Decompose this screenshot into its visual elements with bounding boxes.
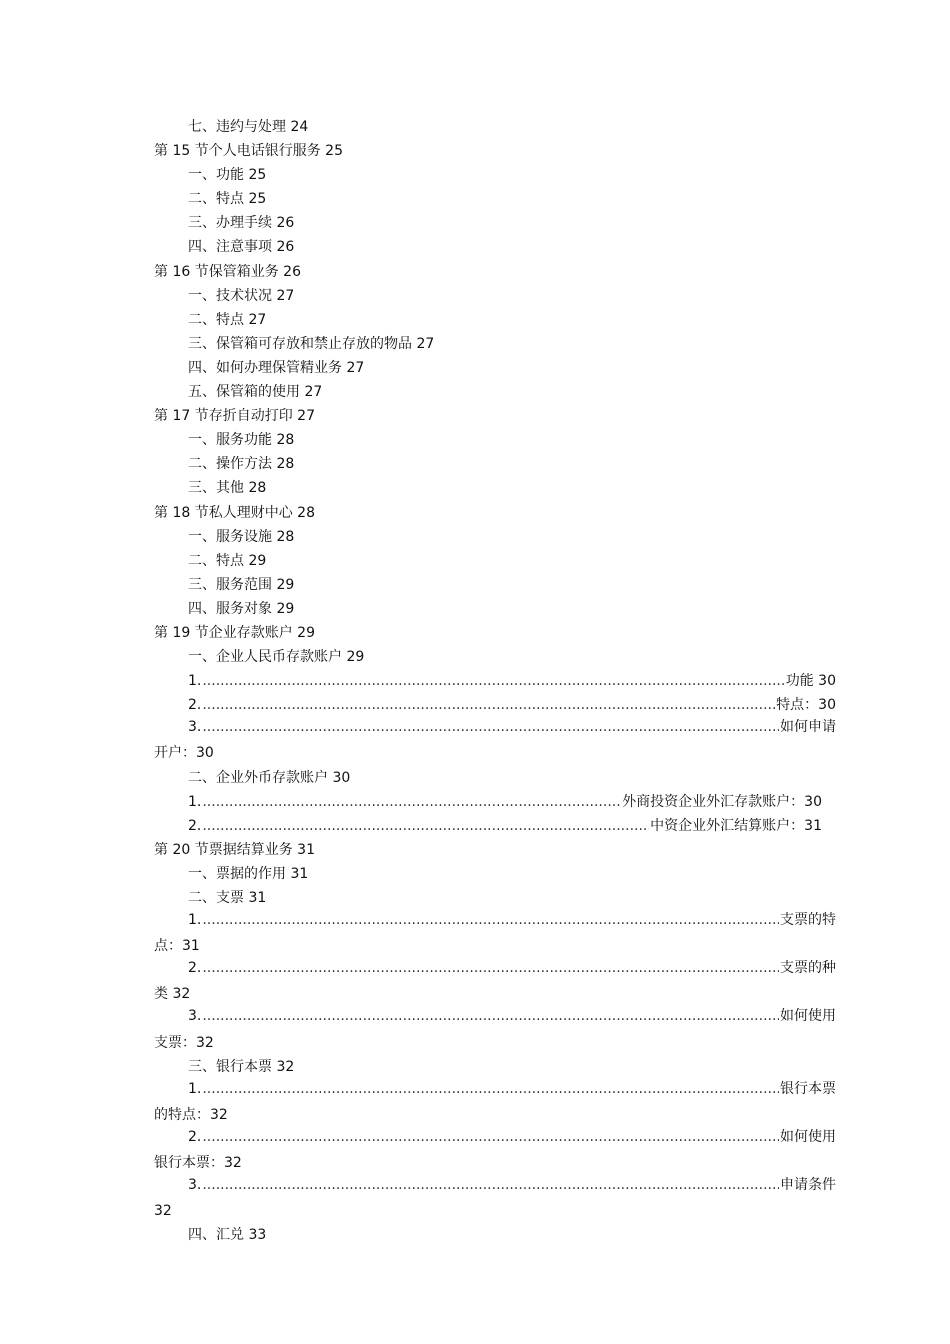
toc-item-title: 如何使用 bbox=[780, 1128, 836, 1145]
toc-subsection: 四、汇兑 33 bbox=[188, 1227, 267, 1244]
toc-item-title: 申请条件 bbox=[780, 1177, 836, 1194]
toc-subsection: 二、特点 27 bbox=[188, 311, 267, 328]
toc-item-title: 如何申请 bbox=[780, 719, 836, 736]
toc-item-number: 1. bbox=[188, 673, 202, 690]
toc-item bbox=[154, 814, 822, 838]
toc-item-continuation: 类 32 bbox=[154, 986, 191, 1003]
toc-item-continuation: 银行本票：32 bbox=[154, 1155, 242, 1172]
toc-item-number: 1. bbox=[188, 793, 202, 810]
dot-leader bbox=[202, 717, 779, 737]
toc-item bbox=[154, 1127, 836, 1147]
toc-subsection: 二、特点 25 bbox=[188, 191, 267, 208]
toc-section: 第 17 节存折自动打印 27 bbox=[154, 408, 315, 425]
toc-subsection: 四、服务对象 29 bbox=[188, 600, 295, 617]
toc-item-continuation: 支票：32 bbox=[154, 1034, 214, 1051]
dot-leader bbox=[202, 1127, 779, 1147]
toc-item-number: 1. bbox=[188, 1080, 202, 1097]
toc-item bbox=[154, 790, 822, 814]
toc-subsection: 一、技术状况 27 bbox=[188, 287, 295, 304]
table-of-contents bbox=[154, 115, 836, 1247]
toc-item-continuation: 32 bbox=[154, 1203, 172, 1220]
toc-item bbox=[154, 1175, 836, 1195]
toc-subsection: 四、注意事项 26 bbox=[188, 239, 295, 256]
toc-item-number: 3. bbox=[188, 1008, 202, 1025]
toc-item bbox=[154, 958, 836, 978]
toc-item-title: 外商投资企业外汇存款账户：30 bbox=[622, 793, 822, 810]
toc-section: 第 20 节票据结算业务 31 bbox=[154, 841, 315, 858]
toc-item bbox=[154, 717, 836, 737]
dot-leader bbox=[202, 790, 621, 814]
toc-subsection: 一、票据的作用 31 bbox=[188, 865, 309, 882]
toc-section: 第 19 节企业存款账户 29 bbox=[154, 624, 315, 641]
toc-item bbox=[154, 1006, 836, 1026]
toc-subsection: 三、其他 28 bbox=[188, 480, 267, 497]
toc-section: 第 18 节私人理财中心 28 bbox=[154, 504, 315, 521]
dot-leader bbox=[202, 1079, 779, 1099]
toc-item bbox=[154, 910, 836, 930]
toc-subsection: 三、保管箱可存放和禁止存放的物品 27 bbox=[188, 335, 435, 352]
toc-subsection: 七、违约与处理 24 bbox=[188, 119, 309, 135]
toc-item-number: 3. bbox=[188, 1177, 202, 1194]
toc-item-title: 支票的种 bbox=[780, 960, 836, 977]
toc-subsection: 二、支票 31 bbox=[188, 890, 267, 906]
dot-leader bbox=[202, 958, 779, 978]
toc-subsection: 三、办理手续 26 bbox=[188, 215, 295, 232]
toc-item-number: 2. bbox=[188, 960, 202, 977]
toc-item-number: 2. bbox=[188, 1128, 202, 1145]
toc-item bbox=[154, 693, 836, 717]
toc-item-number: 2. bbox=[188, 817, 202, 834]
toc-section: 第 16 节保管箱业务 26 bbox=[154, 263, 301, 280]
toc-subsection: 四、如何办理保管精业务 27 bbox=[188, 359, 365, 376]
toc-item-title: 银行本票 bbox=[780, 1080, 836, 1097]
toc-subsection: 一、服务功能 28 bbox=[188, 432, 295, 449]
dot-leader bbox=[202, 669, 784, 693]
dot-leader bbox=[202, 814, 649, 838]
toc-item-title: 支票的特 bbox=[780, 912, 836, 929]
toc-item-number: 3. bbox=[188, 719, 202, 736]
toc-subsection: 二、特点 29 bbox=[188, 552, 267, 569]
toc-item-title: 功能 30 bbox=[785, 673, 836, 690]
toc-item-continuation: 开户：30 bbox=[154, 745, 214, 762]
toc-item-continuation: 点：31 bbox=[154, 938, 200, 955]
toc-item-title: 如何使用 bbox=[780, 1008, 836, 1025]
toc-item-continuation: 的特点：32 bbox=[154, 1106, 228, 1123]
toc-item-number: 1. bbox=[188, 912, 202, 929]
toc-item-title: 特点：30 bbox=[776, 697, 836, 714]
toc-item bbox=[154, 669, 836, 693]
toc-section: 第 15 节个人电话银行服务 25 bbox=[154, 143, 343, 160]
dot-leader bbox=[202, 1006, 779, 1026]
toc-subsection: 二、操作方法 28 bbox=[188, 456, 295, 473]
toc-subsection: 三、服务范围 29 bbox=[188, 576, 295, 593]
toc-subsection: 一、功能 25 bbox=[188, 167, 267, 184]
dot-leader bbox=[202, 693, 775, 717]
dot-leader bbox=[202, 1175, 779, 1195]
toc-subsection: 一、企业人民币存款账户 29 bbox=[188, 649, 365, 666]
toc-subsection: 二、企业外币存款账户 30 bbox=[188, 769, 351, 786]
toc-item-number: 2. bbox=[188, 697, 202, 714]
toc-subsection: 三、银行本票 32 bbox=[188, 1058, 295, 1075]
toc-subsection: 五、保管箱的使用 27 bbox=[188, 384, 323, 401]
toc-item-title: 中资企业外汇结算账户：31 bbox=[650, 817, 822, 834]
toc-subsection: 一、服务设施 28 bbox=[188, 528, 295, 545]
toc-item bbox=[154, 1079, 836, 1099]
dot-leader bbox=[202, 910, 779, 930]
